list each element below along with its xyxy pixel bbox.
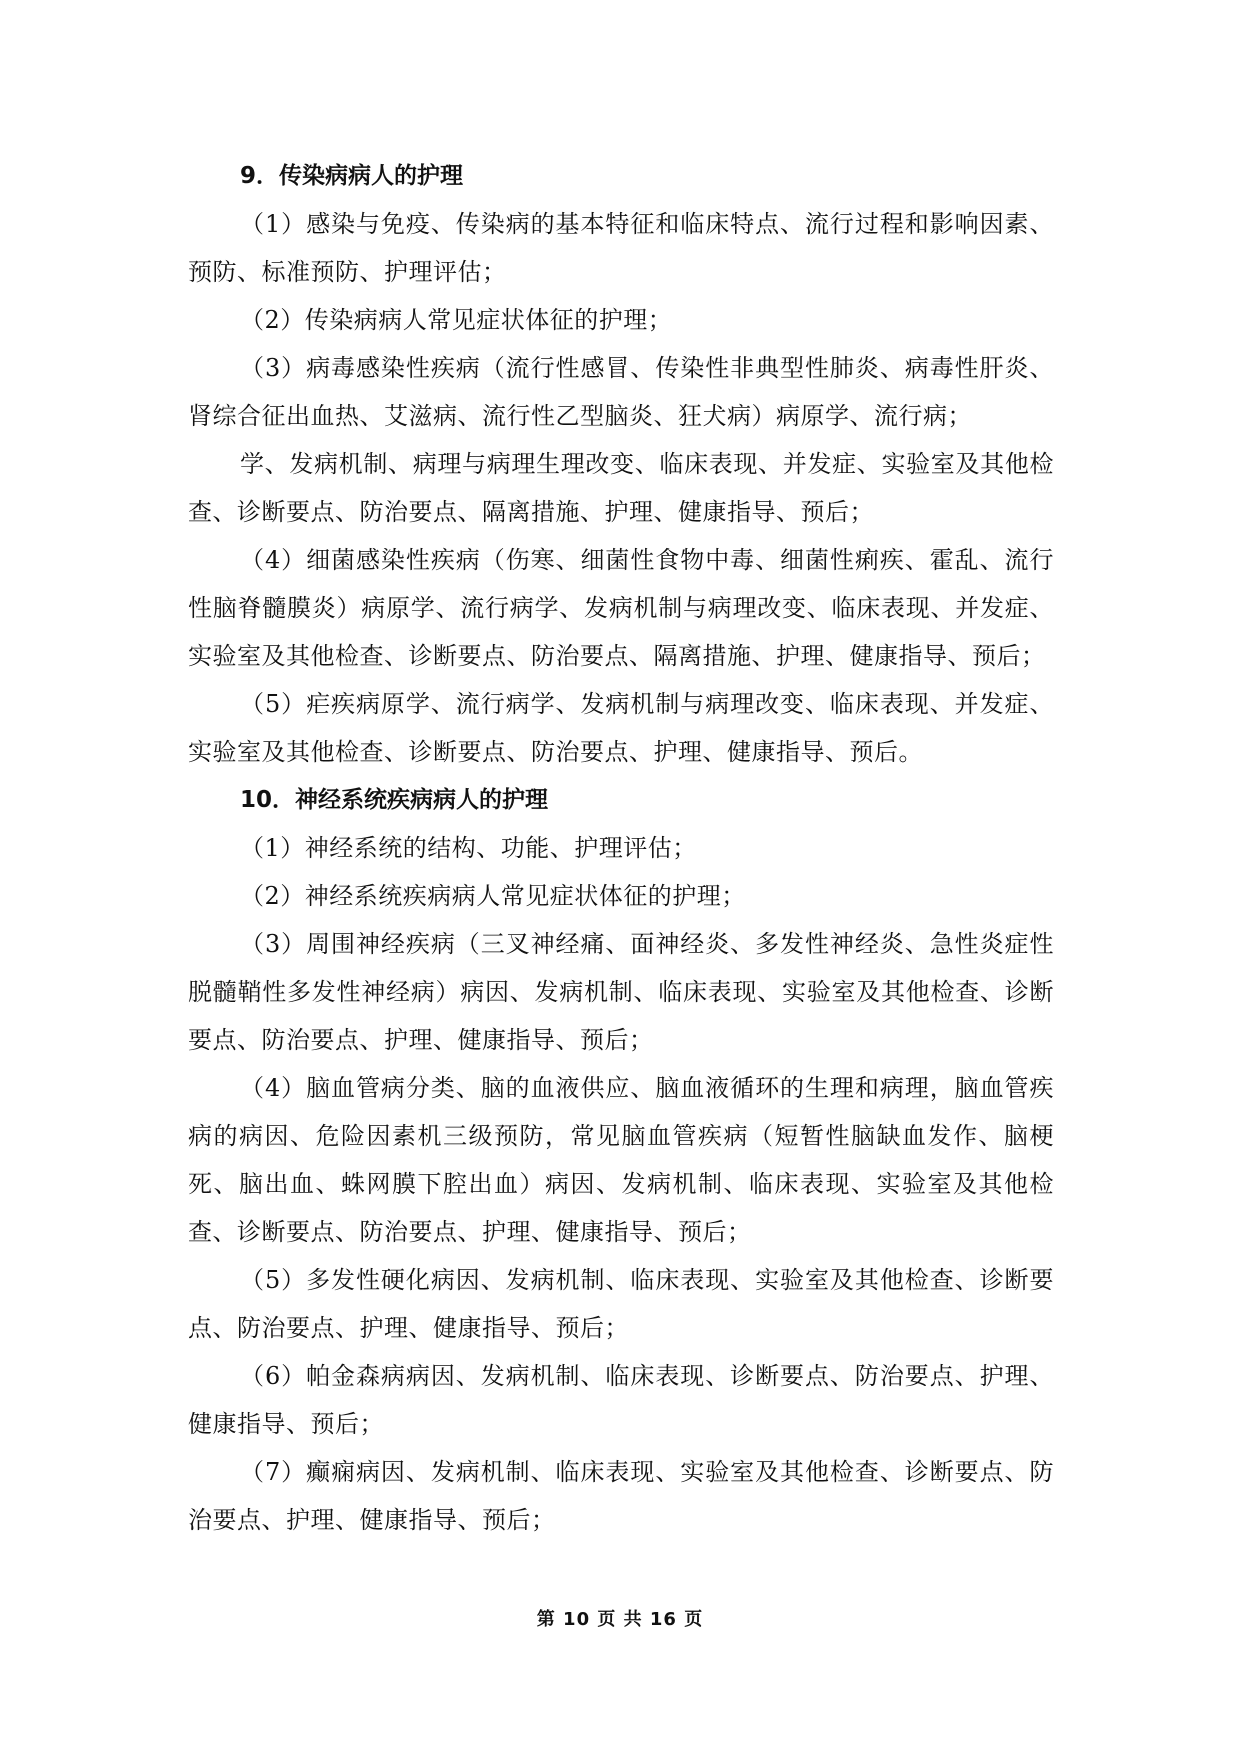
page-body (188, 152, 1054, 1544)
section-heading: 9．传染病病人的护理 (240, 163, 464, 189)
list-item: （2）传染病病人常见症状体征的护理； (240, 306, 673, 334)
list-item: （4）细菌感染性疾病（伤寒、细菌性食物中毒、细菌性痢疾、霍乱、流行性脑脊髓膜炎）病原学、流行病学、发病机制与病理改变、临床表现、并发症、实验室及其他检查、诊断要点、防治要点、隔离措施、护理、健康指导、预后； (188, 546, 1054, 670)
list-item: （4）脑血管病分类、脑的血液供应、脑血液循环的生理和病理，脑血管疾病的病因、危险因素机三级预防，常见脑血管疾病（短暂性脑缺血发作、脑梗死、脑出血、蛛网膜下腔出血）病因、发病机制、临床表现、实验室及其他检查、诊断要点、防治要点、护理、健康指导、预后； (188, 1074, 1054, 1246)
section-heading: 10．神经系统疾病病人的护理 (240, 787, 549, 813)
list-item: （3）周围神经疾病（三叉神经痛、面神经炎、多发性神经炎、急性炎症性脱髓鞘性多发性神经病）病因、发病机制、临床表现、实验室及其他检查、诊断要点、防治要点、护理、健康指导、预后； (188, 930, 1054, 1054)
list-item: （5）多发性硬化病因、发病机制、临床表现、实验室及其他检查、诊断要点、防治要点、护理、健康指导、预后； (188, 1266, 1054, 1342)
section-9 (188, 152, 1054, 776)
section-10 (188, 776, 1054, 1544)
list-item: （7）癫痫病因、发病机制、临床表现、实验室及其他检查、诊断要点、防治要点、护理、健康指导、预后； (188, 1458, 1054, 1534)
list-item: （1）感染与免疫、传染病的基本特征和临床特点、流行过程和影响因素、预防、标准预防、护理评估； (188, 210, 1054, 286)
page-footer: 第 10 页 共 16 页 (536, 1609, 704, 1630)
list-item: （1）神经系统的结构、功能、护理评估； (240, 834, 697, 862)
list-item: 学、发病机制、病理与病理生理改变、临床表现、并发症、实验室及其他检查、诊断要点、防治要点、隔离措施、护理、健康指导、预后； (188, 450, 1054, 526)
list-item: （2）神经系统疾病病人常见症状体征的护理； (240, 882, 746, 910)
list-item: （3）病毒感染性疾病（流行性感冒、传染性非典型性肺炎、病毒性肝炎、肾综合征出血热、艾滋病、流行性乙型脑炎、狂犬病）病原学、流行病； (188, 354, 1054, 430)
list-item: （5）疟疾病原学、流行病学、发病机制与病理改变、临床表现、并发症、实验室及其他检查、诊断要点、防治要点、护理、健康指导、预后。 (188, 690, 1054, 766)
list-item: （6）帕金森病病因、发病机制、临床表现、诊断要点、防治要点、护理、健康指导、预后； (188, 1362, 1054, 1438)
